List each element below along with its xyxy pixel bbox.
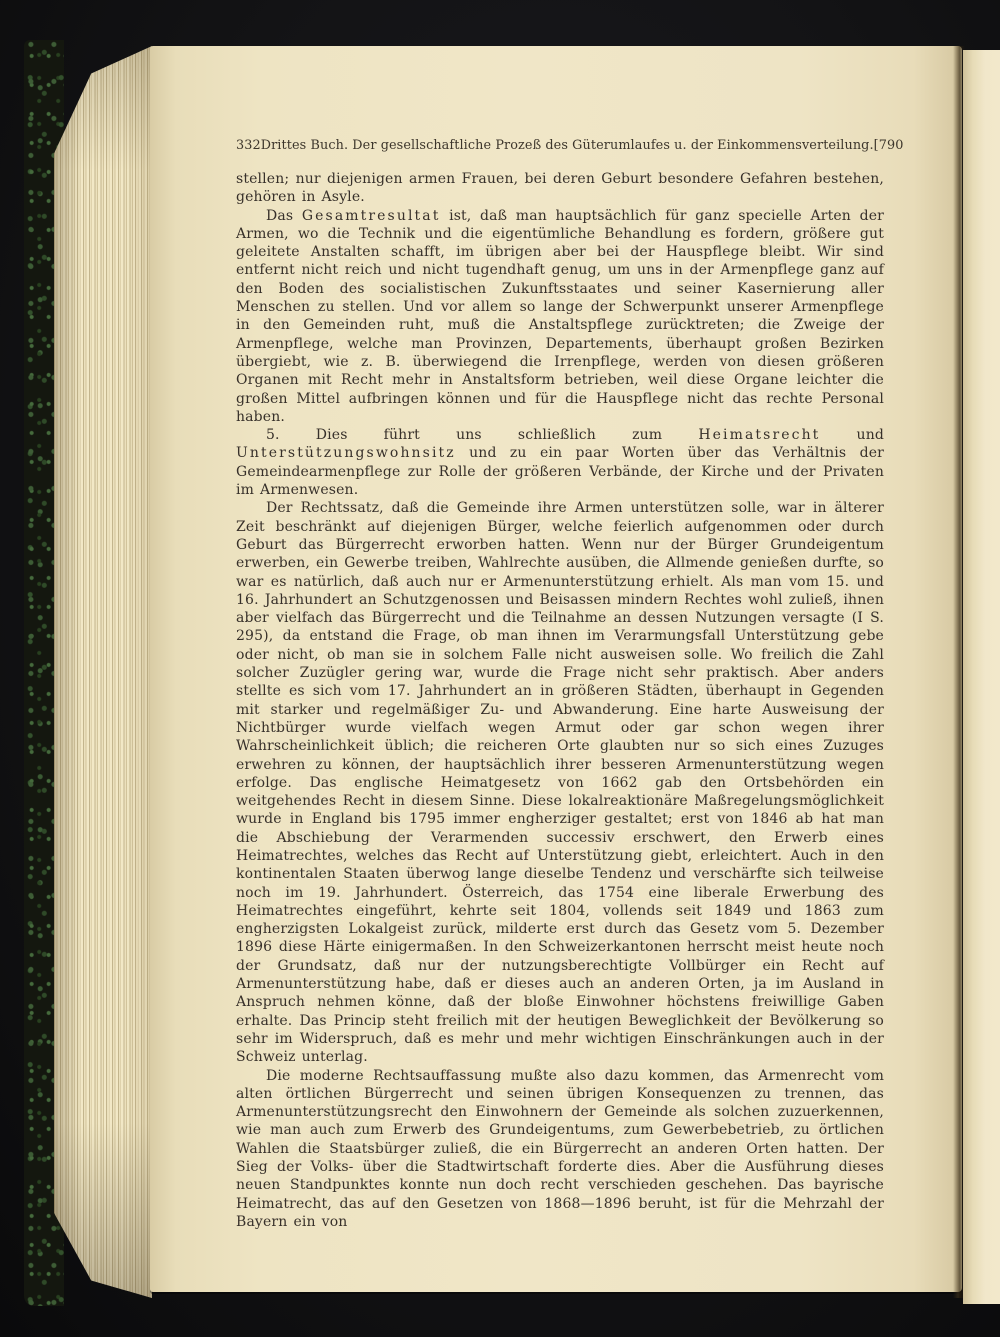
- paragraph: [236, 499, 884, 1066]
- paragraph: [236, 1067, 884, 1232]
- paragraph: [236, 207, 884, 427]
- body-text: und: [820, 427, 884, 444]
- body-text: 5. Dies führt uns schließlich zum: [266, 427, 699, 444]
- page-number: 332: [236, 138, 261, 153]
- body-text: Die moderne Rechtsauffassung mußte also dazu kommen, das Armenrecht vom alten örtlichen Bürgerrecht und seinen übrigen Konsequenzen zu trennen, das Armenunterstützungsrecht den Einwohnern der Gemeinde als solchen zuzuerkennen, wie man auch zum Erwerb des Grundeigentums, zum Gewerbebetrieb, zu örtlichen Wahlen die Staatsbürger zuließ, die ein Bürgerrecht an anderen Orten hatten. Der Sieg der Volks- über die Stadtwirtschaft forderte dies. Aber die Ausführung dieses neuen Standpunktes konnte nun doch recht verschieden geschehen. Das bayrische Heimatrecht, das auf den Gesetzen von 1868—1896 beruht, ist für die Mehrzahl der Bayern ein von: [236, 1067, 884, 1230]
- paragraph: [236, 426, 884, 499]
- column-reference: [790: [873, 138, 904, 153]
- running-header: [236, 138, 904, 153]
- body-text: stellen; nur diejenigen armen Frauen, bei deren Geburt besondere Gefahren bestehen, gehören in Asyle.: [236, 171, 884, 206]
- emphasized-spaced-text: Gesamtresultat: [301, 207, 441, 224]
- facing-page-edge: [963, 50, 1000, 1304]
- body-text: Der Rechtssatz, daß die Gemeinde ihre Armen unterstützen solle, war in älterer Zeit beschränkt auf diejenigen Bürger, welche feierlich aufgenommen oder durch Geburt das Bürgerrecht erworben hatten. Wenn nur der Bürger Grundeigentum erwerben, ein Gewerbe treiben, Wahlrechte ausüben, die Allmende genießen durfte, so war es natürlich, daß auch nur er Armenunterstützung erhielt. Als man vom 15. und 16. Jahrhundert an Schutzgenossen und Beisassen mindern Rechtes wohl zuließ, ihnen aber vielfach das Bürgerrecht und die Teilnahme an dessen Nutzungen versagte (I S. 295), da entstand die Frage, ob man ihnen im Verarmungsfall Unterstützung gebe oder nicht, ob man sie in solchem Falle nicht ausweisen solle. Wo freilich die Zahl solcher Zuzügler gering war, wurde die Frage nicht sehr praktisch. Aber anders stellte es sich vom 17. Jahrhundert an in größeren Städten, überhaupt in Gegenden mit starker und regelmäßiger Zu- und Abwanderung. Eine harte Ausweisung der Nichtbürger wurde vielfach wegen Armut oder gar schon wegen ihrer Wahrscheinlichkeit üblich; die reicheren Orte glaubten nur so sich eines Zuzuges erwehren zu können, der hauptsächlich ihrer besseren Armenunterstützung wegen erfolge. Das englische Heimatgesetz von 1662 gab den Ortsbehörden ein weitgehendes Recht in diesem Sinne. Diese lokalreaktionäre Maßregelungsmöglichkeit wurde in England bis 1795 immer engherziger gestaltet; erst von 1846 ab hat man die Abschiebung der Verarmenden successiv erschwert, den Erwerb eines Heimatrechtes, welches das Recht auf Unterstützung giebt, erleichtert. Auch in den kontinentalen Staaten überwog lange dieselbe Tendenz und verschärfte sich teilweise noch im 19. Jahrhundert. Österreich, das 1754 eine liberale Erwerbung des Heimatrechtes eingeführt, kehrte seit 1804, vollends seit 1849 und 1863 zum engherzigsten Lokalgeist zurück, milderte erst durch das Gesetz vom 5. Dezember 1896 diese Härte einigermaßen. In den Schweizerkantonen herrscht meist heute noch der Grundsatz, daß nur der nutzungsberechtigte Vollbürger ein Recht auf Armenunterstützung habe, daß er dieses auch an anderen Orten, ja im Ausland in Anspruch nehmen könne, daß der bloße Einwohner höchstens freiwillige Gaben erhalte. Das Princip steht freilich mit der heutigen Beweglichkeit der Bevölkerung so sehr im Widerspruch, daß es mehr und mehr wichtigen Einschränkungen auch in der Schweiz unterlag.: [236, 500, 885, 1066]
- body-text: ist, daß man hauptsächlich für ganz specielle Arten der Armen, wo die Technik und die eigentümliche Behandlung es fordern, größere gut geleitete Anstalten schafft, im übrigen aber bei der Hauspflege bleibt. Wir sind entfernt nicht reich und nicht tugendhaft genug, um uns in der Armenpflege ganz auf den Boden des socialistischen Zukunftsstaates und seiner Kasernierung aller Menschen zu stellen. Und vor allem so lange der Schwerpunkt unserer Armenpflege in den Gemeinden ruht, muß die Anstaltspflege zurücktreten; die Zweige der Armenpflege, welche man Provinzen, Departements, überhaupt großen Bezirken übergiebt, wie z. B. überwiegend die Irrenpflege, werden von diesen größeren Organen mit Recht mehr in Anstaltsform betrieben, weil diese Organe leichter die großen Mittel aufbringen können und für die Hauspflege nicht das rechte Personal haben.: [236, 207, 884, 425]
- page-edges-stack: [54, 46, 152, 1298]
- running-title: Drittes Buch. Der gesellschaftliche Prozeß des Güterumlaufes u. der Einkommensverteilung.: [260, 138, 874, 153]
- body-text: Das: [266, 207, 302, 224]
- body-text: und zu ein paar Worten über das Verhältnis der Gemeindearmenpflege zur Rolle der größeren Verbände, der Kirche und der Privaten im Armenwesen.: [236, 445, 884, 499]
- paragraph: [236, 170, 884, 207]
- emphasized-spaced-text: Unterstützungswohnsitz: [236, 445, 456, 462]
- emphasized-spaced-text: Heimatsrecht: [698, 427, 821, 444]
- text-block: [236, 170, 884, 1231]
- book-page: [150, 46, 962, 1292]
